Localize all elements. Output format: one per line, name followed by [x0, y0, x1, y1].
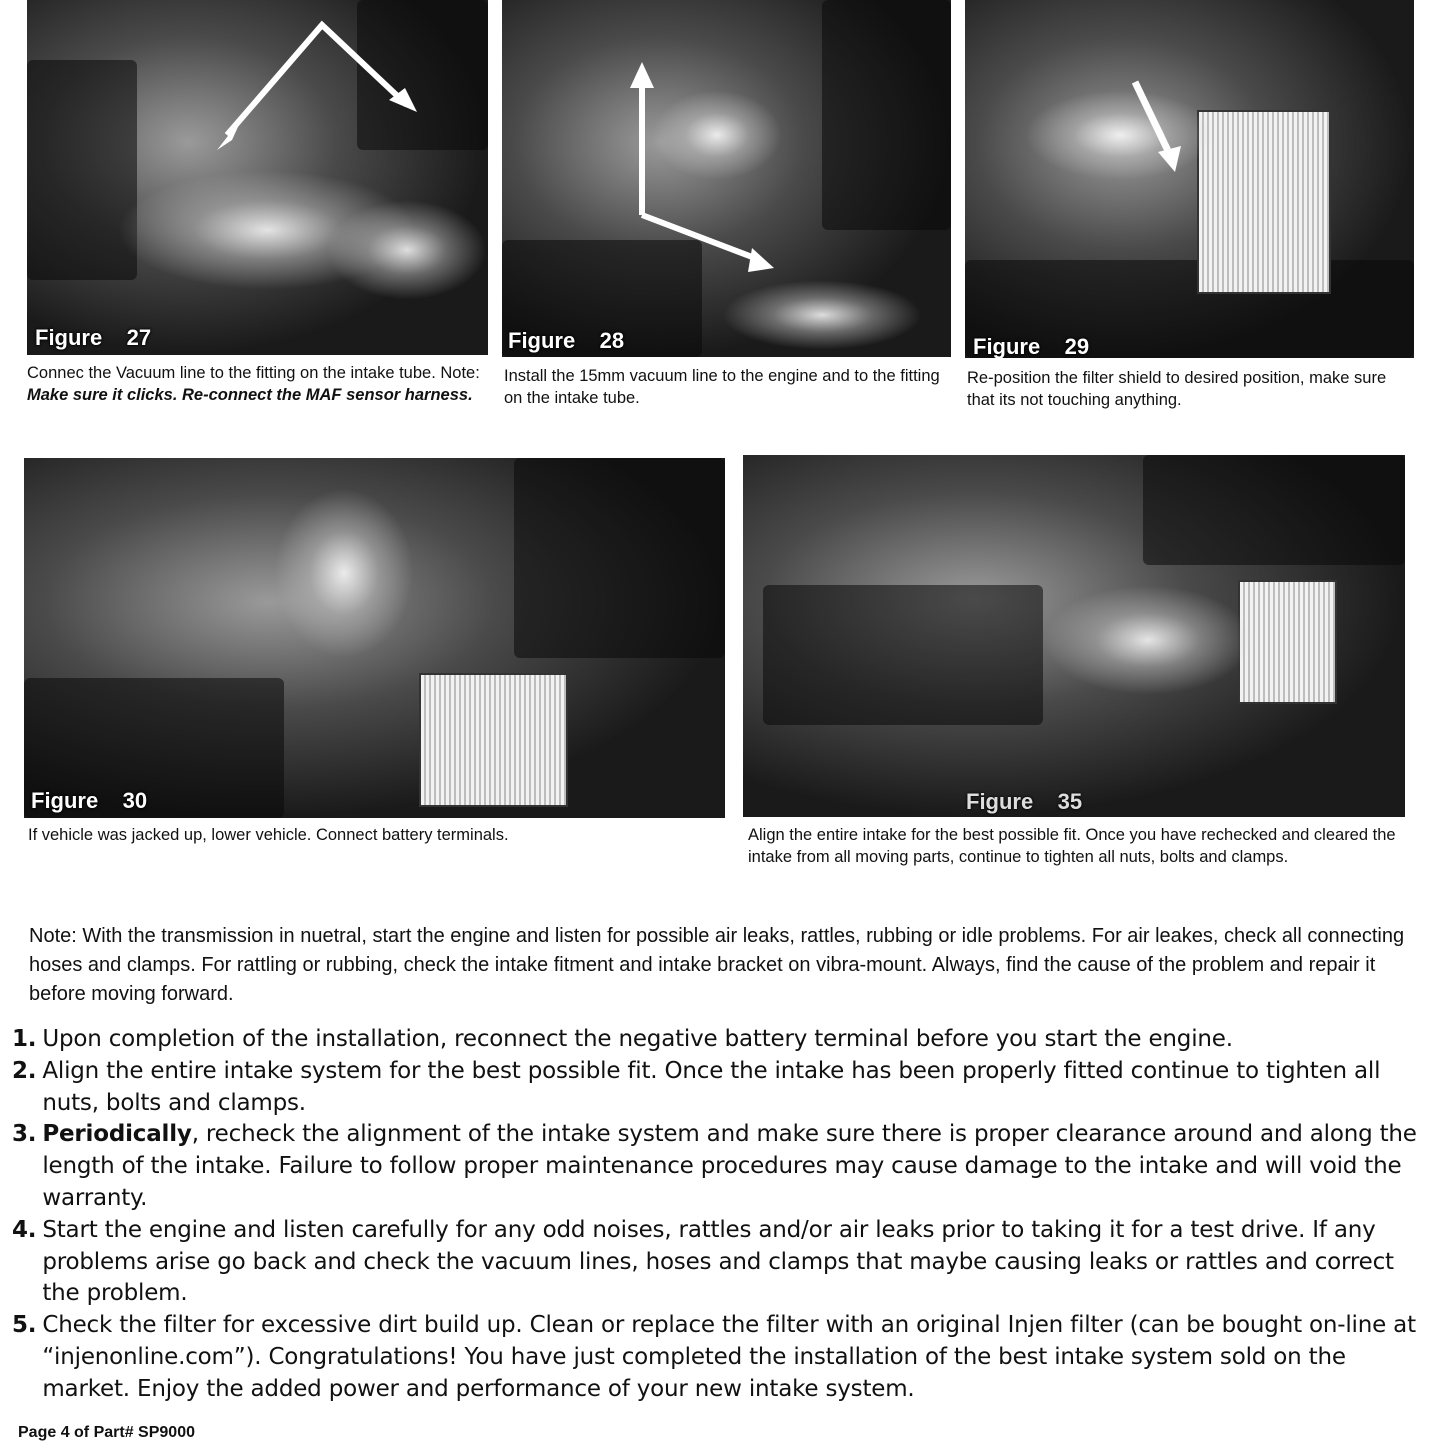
figure-27-photo — [27, 0, 488, 355]
figure-30-photo — [24, 458, 725, 818]
step-text: Upon completion of the installation, reconnect the negative battery terminal before you start the engine. — [42, 1026, 1233, 1052]
list-item — [12, 1310, 1437, 1405]
list-item — [12, 1056, 1437, 1120]
arrow-icon — [965, 0, 1414, 358]
step-number: 5. — [12, 1312, 37, 1339]
figure-30-label: Figure 30 — [31, 788, 148, 813]
figure-35-label: Figure 35 — [966, 789, 1083, 814]
step-text: , recheck the alignment of the intake system and make sure there is proper clearance around and along the length of the intake. Failure to follow proper maintenance procedures may cause damage to the intake and will void the warranty. — [42, 1121, 1417, 1211]
list-item — [12, 1215, 1437, 1310]
figure-28-label: Figure 28 — [508, 328, 625, 353]
figure-35-caption: Align the entire intake for the best possible fit. Once you have rechecked and cleared the intake from all moving parts, continue to tighten all nuts, bolts and clamps. — [748, 826, 1396, 866]
step-emphasis: Periodically — [42, 1121, 192, 1148]
figure-29-label: Figure 29 — [973, 334, 1090, 358]
note-paragraph: Note: With the transmission in nuetral, start the engine and listen for possible air leaks, rattles, rubbing or idle problems. For air leakes, check all connecting hoses and clamps. For rattling or rubbing, check the intake fitment and intake bracket on vibra-mount. Always, find the cause of the problem and repair it before moving forward. — [29, 925, 1405, 1005]
figure-28-caption: Install the 15mm vacuum line to the engine and to the fitting on the intake tube. — [504, 367, 940, 407]
step-text: Start the engine and listen carefully for any odd noises, rattles and/or air leaks prior to taking it for a test drive. If any problems arise go back and check the vacuum lines, hoses and clamps that maybe causing leaks or rattles and correct the problem. — [42, 1216, 1394, 1307]
step-text: Check the filter for excessive dirt build up. Clean or replace the filter with an original Injen filter (can be bought on-line at “injenonline.com”). Congratulations! You have just completed the installation of the best intake system sold on the market. Enjoy the added power and performance of your new intake system. — [42, 1312, 1416, 1402]
figure-30-caption: If vehicle was jacked up, lower vehicle. Connect battery terminals. — [28, 826, 509, 844]
figure-27-caption: Connec the Vacuum line to the fitting on the intake tube. Note: Make sure it clicks. Re-connect the MAF sensor harness. — [27, 364, 480, 404]
figure-29-caption: Re-position the filter shield to desired position, make sure that its not touching anything. — [967, 369, 1387, 409]
step-text: Align the entire intake system for the best possible fit. Once the intake has been properly fitted continue to tighten all nuts, bolts and clamps. — [42, 1057, 1381, 1116]
arrow-icon — [27, 0, 488, 355]
step-number: 1. — [12, 1026, 37, 1052]
steps-list — [12, 1024, 1437, 1406]
step-number: 4. — [12, 1216, 37, 1243]
list-item — [12, 1119, 1437, 1214]
page-footer: Page 4 of Part# SP9000 — [18, 1424, 195, 1441]
figure-28-photo — [502, 0, 951, 357]
step-number: 3. — [12, 1121, 37, 1148]
figure-27-label: Figure 27 — [35, 325, 152, 350]
step-number: 2. — [12, 1057, 37, 1084]
figure-35-photo — [743, 455, 1405, 817]
figure-29-photo — [965, 0, 1414, 358]
list-item — [12, 1024, 1437, 1056]
arrow-icon — [502, 0, 951, 357]
